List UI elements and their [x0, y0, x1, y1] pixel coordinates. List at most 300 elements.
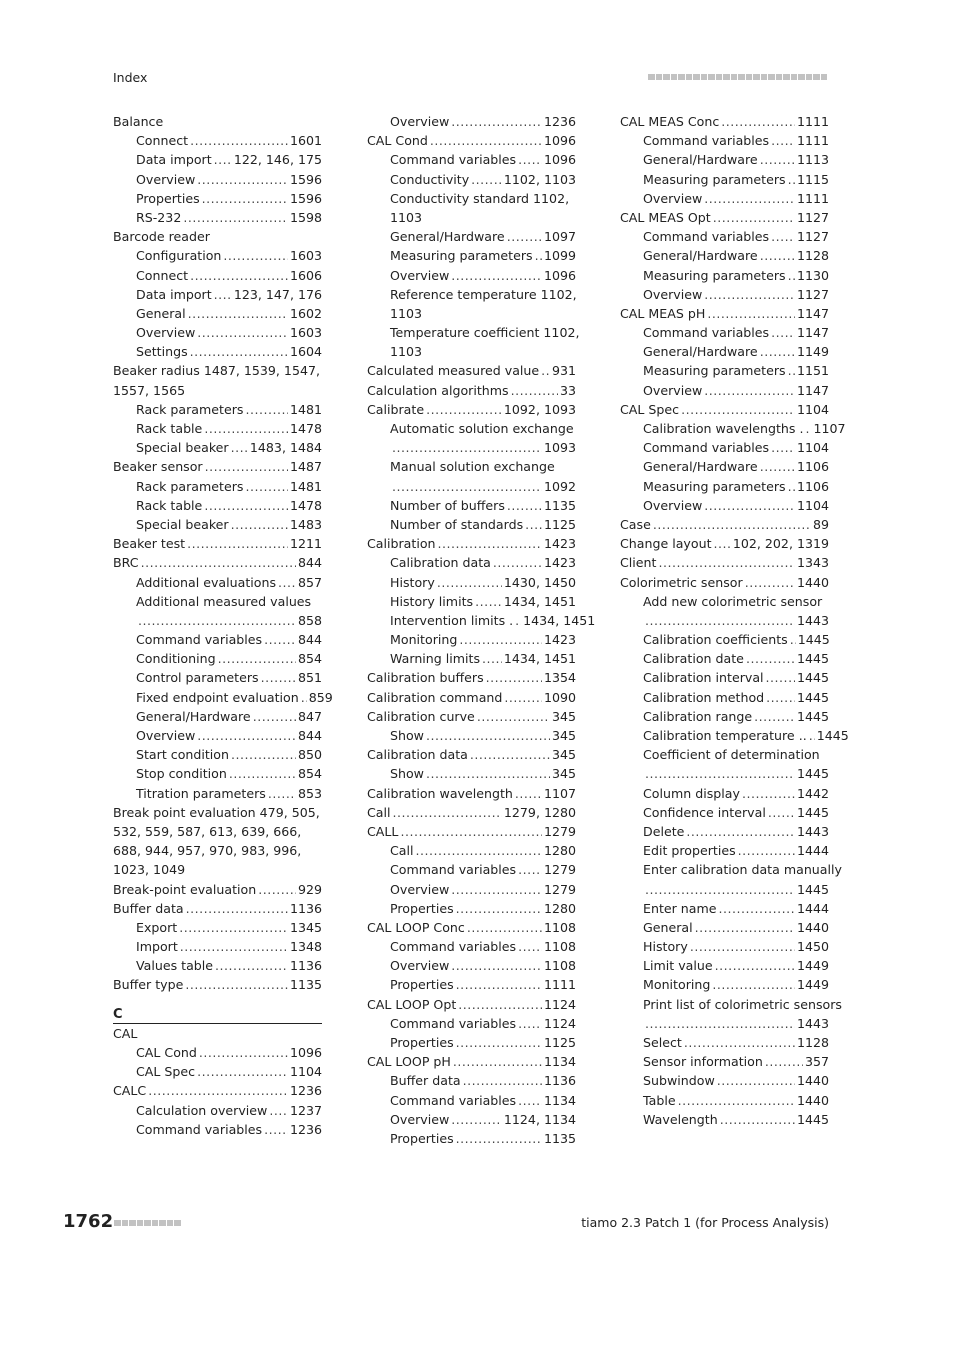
index-subentry — [113, 745, 322, 764]
dot-square — [768, 74, 775, 81]
dot-leader — [451, 266, 542, 285]
entry-page-ref: 1104 — [796, 440, 829, 456]
entry-term: Command variables — [390, 152, 517, 168]
dot-leader — [760, 457, 795, 476]
index-subentry — [620, 611, 829, 630]
entry-page-ref: 1280 — [543, 843, 576, 859]
dot-leader — [264, 630, 296, 649]
dot-leader — [426, 764, 550, 783]
entry-term: Calibration interval — [643, 670, 764, 686]
entry-term: 1103 — [390, 344, 423, 360]
entry-page-ref: 1445 — [797, 632, 830, 648]
index-subentry — [620, 1071, 829, 1090]
entry-term: Calibrate — [367, 401, 425, 417]
entry-page-ref: 1440 — [796, 574, 829, 590]
entry-term: Calculated measured value — [367, 363, 540, 379]
index-subentry — [620, 726, 849, 745]
entry-term: Start condition — [136, 747, 229, 763]
entry-page-ref: 89 — [812, 516, 829, 532]
index-subentry — [620, 150, 829, 169]
entry-page-ref: 102, 202, 1319 — [732, 536, 829, 552]
index-subentry — [113, 688, 333, 707]
index-subentry — [367, 975, 576, 994]
index-subentry — [620, 688, 829, 707]
entry-term: 532, 559, 587, 613, 639, 666, — [113, 823, 302, 839]
dot-square — [798, 74, 805, 81]
entry-page-ref: 1125 — [543, 516, 576, 532]
dot-leader — [766, 668, 795, 687]
entry-page-ref: 1430, 1450 — [503, 574, 576, 590]
entry-page-ref: 1134 — [543, 1054, 576, 1070]
entry-page-ref: 1127 — [796, 286, 829, 302]
dot-square — [159, 1220, 166, 1227]
dot-square — [821, 74, 828, 81]
entry-term: Overview — [643, 286, 703, 302]
entry-term: Colorimetric sensor — [620, 574, 743, 590]
index-column-1 — [113, 112, 333, 1139]
dot-leader — [214, 285, 232, 304]
index-subentry — [620, 131, 829, 150]
index-entry — [113, 899, 322, 918]
dot-leader — [459, 630, 542, 649]
dot-square — [783, 74, 790, 81]
dot-leader — [704, 189, 795, 208]
index-subentry — [113, 496, 322, 515]
dot-leader — [678, 1091, 795, 1110]
index-entry — [620, 304, 829, 323]
entry-page-ref: 1443 — [796, 1015, 829, 1031]
index-entry — [113, 822, 322, 841]
entry-page-ref: 1478 — [289, 497, 322, 513]
entry-term: Conductivity standard 1102, — [390, 190, 570, 206]
index-subentry — [620, 381, 829, 400]
entry-term: CAL Spec — [620, 401, 680, 417]
index-subentry — [620, 899, 829, 918]
dot-leader — [253, 707, 296, 726]
index-subentry — [620, 822, 829, 841]
entry-term: 688, 944, 957, 970, 983, 996, — [113, 843, 302, 859]
index-subentry — [620, 1014, 829, 1033]
index-subentry — [113, 266, 322, 285]
index-subentry — [620, 707, 829, 726]
index-subentry — [367, 266, 576, 285]
entry-page-ref: 1136 — [289, 958, 322, 974]
entry-page-ref: 1099 — [543, 248, 576, 264]
dot-leader — [535, 246, 542, 265]
entry-page-ref: 1423 — [543, 536, 576, 552]
entry-term: Command variables — [643, 133, 770, 149]
entry-term: Overview — [390, 1111, 450, 1127]
entry-page-ref: 1102, 1103 — [503, 171, 576, 187]
entry-page-ref: 929 — [297, 881, 322, 897]
entry-term: CAL Cond — [136, 1045, 197, 1060]
dot-leader — [766, 688, 795, 707]
index-subentry — [367, 457, 576, 476]
dot-leader — [245, 477, 287, 496]
index-entry — [620, 534, 829, 553]
entry-page-ref: 1090 — [543, 689, 576, 705]
entry-page-ref: 1111 — [796, 190, 829, 206]
index-subentry — [367, 112, 576, 131]
entry-page-ref: 1108 — [543, 958, 576, 974]
index-subentry — [113, 131, 322, 150]
dot-leader — [754, 707, 795, 726]
entry-page-ref: 859 — [308, 689, 333, 705]
index-subentry — [113, 400, 322, 419]
entry-term: General/Hardware — [136, 708, 251, 724]
dot-leader — [179, 918, 288, 937]
entry-page-ref: 1478 — [289, 421, 322, 436]
dot-leader — [482, 649, 502, 668]
entry-term: 1023, 1049 — [113, 862, 186, 878]
entry-term: General/Hardware — [643, 344, 758, 360]
entry-term: CAL MEAS Opt — [620, 209, 711, 225]
entry-page-ref: 1135 — [543, 1130, 576, 1146]
entry-term: Overview — [136, 171, 196, 187]
entry-term: CAL LOOP Conc — [367, 919, 465, 935]
entry-term: CALL — [367, 823, 399, 839]
index-section-letter: C — [113, 1005, 322, 1024]
entry-page-ref: 1092 — [543, 478, 576, 494]
entry-term: Delete — [643, 823, 685, 839]
index-subentry — [367, 419, 576, 438]
entry-term: Calibration range — [643, 708, 753, 724]
entry-term: Calibration data — [367, 747, 468, 763]
index-subentry — [620, 975, 829, 994]
dot-leader — [475, 592, 502, 611]
index-subentry — [113, 630, 322, 649]
dot-square — [686, 74, 693, 81]
dot-leader — [720, 1110, 795, 1129]
dot-square — [716, 74, 723, 81]
dot-leader — [645, 611, 795, 630]
entry-term: Balance — [113, 114, 164, 129]
index-entry — [113, 381, 322, 400]
entry-term: Import — [136, 939, 178, 955]
entry-term: Overview — [136, 325, 196, 341]
entry-term: Command variables — [390, 1015, 517, 1031]
index-subentry — [620, 630, 829, 649]
index-subentry — [620, 995, 842, 1014]
dot-square — [152, 1220, 159, 1227]
entry-page-ref: 1096 — [543, 152, 576, 168]
entry-term: CAL Cond — [367, 133, 428, 149]
dot-square — [693, 74, 700, 81]
dot-leader — [426, 726, 550, 745]
index-entry — [620, 573, 829, 592]
entry-term: Command variables — [390, 1092, 517, 1108]
index-subentry — [620, 477, 829, 496]
page-number: 1762 — [63, 1211, 114, 1232]
index-entry — [113, 880, 322, 899]
entry-term: Temperature coefficient 1102, — [390, 325, 580, 341]
dot-square — [791, 74, 798, 81]
index-subentry — [367, 515, 576, 534]
dot-leader — [180, 937, 288, 956]
dot-leader — [518, 150, 542, 169]
index-subentry — [367, 841, 576, 860]
dot-leader — [746, 649, 795, 668]
entry-page-ref: 1111 — [796, 133, 829, 149]
dot-square — [663, 74, 670, 81]
index-subentry — [367, 208, 576, 227]
index-entry — [620, 553, 829, 572]
dot-leader — [185, 975, 288, 994]
index-subentry — [367, 227, 576, 246]
entry-term: CALC — [113, 1083, 147, 1099]
entry-term: Monitoring — [643, 977, 711, 993]
index-subentry — [367, 1110, 576, 1129]
index-entry — [367, 668, 576, 687]
dot-leader — [504, 688, 542, 707]
index-subentry — [367, 1014, 576, 1033]
entry-page-ref: 1443 — [796, 823, 829, 839]
dot-square — [723, 74, 730, 81]
index-subentry — [367, 937, 576, 956]
index-subentry — [620, 1091, 829, 1110]
entry-page-ref: 1130 — [796, 267, 829, 283]
index-subentry — [620, 189, 829, 208]
index-subentry — [367, 1071, 576, 1090]
index-entry — [367, 784, 576, 803]
entry-page-ref: 1111 — [796, 114, 829, 129]
dot-leader — [190, 342, 288, 361]
index-subentry — [620, 764, 829, 783]
entry-term: Settings — [136, 344, 188, 360]
entry-page-ref: 1487 — [289, 459, 322, 475]
dot-leader — [719, 899, 795, 918]
entry-term: History limits — [390, 593, 474, 609]
dot-leader — [258, 880, 296, 899]
entry-page-ref: 1279, 1280 — [503, 804, 576, 820]
entry-term: History — [390, 574, 435, 590]
entry-page-ref: 1443 — [796, 612, 829, 628]
entry-term: Overview — [390, 958, 450, 974]
index-subentry — [620, 860, 842, 879]
entry-page-ref: 1124 — [543, 996, 576, 1012]
dot-square — [776, 74, 783, 81]
index-entry — [367, 745, 576, 764]
dot-leader — [278, 573, 296, 592]
dot-square — [122, 1220, 129, 1227]
dot-leader — [458, 995, 542, 1014]
index-subentry — [620, 457, 829, 476]
entry-page-ref: 1108 — [543, 939, 576, 955]
dot-leader — [202, 189, 288, 208]
index-subentry — [620, 342, 829, 361]
entry-term: Warning limits — [390, 651, 481, 667]
entry-term: Data import — [136, 286, 212, 302]
dot-square — [753, 74, 760, 81]
entry-term: Coefficient of determination — [643, 747, 820, 763]
index-subentry — [367, 1033, 576, 1052]
entry-page-ref: 1603 — [289, 325, 322, 341]
index-subentry — [113, 323, 322, 342]
dot-leader — [704, 381, 795, 400]
entry-term: Command variables — [390, 862, 517, 878]
entry-page-ref: 345 — [551, 747, 576, 763]
header-dot-bar — [648, 70, 829, 84]
index-subentry — [620, 227, 829, 246]
dot-leader — [205, 457, 288, 476]
index-entry — [113, 112, 322, 131]
entry-page-ref: 1449 — [796, 958, 829, 974]
index-subentry — [620, 937, 829, 956]
entry-page-ref: 854 — [297, 651, 322, 667]
entry-page-ref: 1124, 1134 — [503, 1111, 576, 1127]
entry-page-ref: 1147 — [796, 305, 829, 321]
dot-leader — [541, 361, 550, 380]
index-column-2 — [367, 112, 596, 1148]
dot-leader — [470, 745, 550, 764]
entry-page-ref: 1444 — [796, 843, 829, 859]
dot-leader — [471, 170, 502, 189]
dot-leader — [451, 1110, 502, 1129]
entry-term: Measuring parameters — [643, 363, 786, 379]
dot-leader — [653, 515, 811, 534]
index-subentry — [367, 956, 576, 975]
dot-leader — [141, 553, 296, 572]
entry-page-ref: 1604 — [289, 344, 322, 360]
index-subentry — [113, 668, 322, 687]
product-name: tiamo 2.3 Patch 1 (for Process Analysis) — [581, 1215, 829, 1230]
entry-term: Overview — [643, 382, 703, 398]
index-entry — [620, 515, 829, 534]
dot-leader — [507, 496, 542, 515]
dot-leader — [771, 438, 795, 457]
dot-square — [806, 74, 813, 81]
index-column-3 — [620, 112, 849, 1129]
index-subentry — [367, 860, 576, 879]
entry-term: Break-point evaluation — [113, 881, 257, 897]
dot-leader — [658, 553, 794, 572]
entry-term: Special beaker — [136, 516, 229, 532]
dot-square — [648, 74, 655, 81]
entry-page-ref: 1445 — [816, 728, 849, 743]
index-subentry — [367, 477, 576, 496]
entry-page-ref: 1115 — [796, 171, 829, 187]
entry-term: Export — [136, 919, 178, 935]
index-entry — [367, 534, 576, 553]
entry-page-ref: 1106 — [796, 478, 829, 494]
entry-term: Rack parameters — [136, 401, 244, 417]
dot-leader — [393, 803, 502, 822]
entry-term: Properties — [390, 977, 454, 993]
index-subentry — [620, 285, 829, 304]
dot-square — [731, 74, 738, 81]
entry-term: Automatic solution exchange — [390, 421, 574, 436]
index-subentry — [620, 668, 829, 687]
entry-term: Add new colorimetric sensor — [643, 593, 823, 609]
dot-leader — [511, 381, 558, 400]
entry-page-ref: 854 — [297, 766, 322, 782]
dot-square — [678, 74, 685, 81]
entry-term: Command variables — [390, 939, 517, 955]
entry-term: Calibration coefficients — [643, 632, 788, 648]
entry-page-ref: 123, 147, 176 — [233, 286, 322, 302]
index-subentry — [113, 707, 322, 726]
dot-leader — [707, 304, 795, 323]
dot-leader — [400, 822, 541, 841]
entry-page-ref: 1147 — [796, 325, 829, 341]
dot-leader — [712, 975, 795, 994]
dot-leader — [392, 438, 542, 457]
dot-leader — [190, 266, 288, 285]
index-subentry — [113, 246, 322, 265]
entry-page-ref: 1149 — [796, 344, 829, 360]
entry-page-ref: 1596 — [289, 190, 322, 206]
index-subentry — [113, 784, 322, 803]
entry-term: Number of buffers — [390, 497, 505, 513]
index-subentry — [620, 1052, 829, 1071]
entry-term: Calibration data — [390, 555, 491, 571]
index-entry — [367, 400, 576, 419]
entry-term: Rack table — [136, 497, 203, 513]
entry-page-ref: 1442 — [796, 785, 829, 801]
entry-page-ref: 1104 — [289, 1064, 322, 1080]
entry-term: Conditioning — [136, 651, 216, 667]
entry-page-ref: 1445 — [796, 881, 829, 897]
dot-leader — [451, 112, 542, 131]
dot-leader — [183, 208, 288, 227]
entry-term: Data import — [136, 152, 212, 168]
index-subentry — [367, 764, 576, 783]
entry-page-ref: 1348 — [289, 939, 322, 955]
entry-term: RS-232 — [136, 209, 182, 225]
entry-term: Confidence interval — [643, 804, 766, 820]
entry-term: Measuring parameters — [643, 267, 786, 283]
index-subentry — [367, 899, 576, 918]
entry-page-ref: 1440 — [796, 1092, 829, 1108]
dot-leader — [430, 131, 542, 150]
dot-leader — [229, 764, 296, 783]
entry-page-ref: 1135 — [289, 977, 322, 993]
entry-term: Fixed endpoint evaluation — [136, 689, 299, 705]
entry-term: Enter name — [643, 900, 717, 916]
dot-leader — [684, 1033, 795, 1052]
entry-term: Enter calibration data manually — [643, 862, 842, 878]
dot-square — [174, 1220, 181, 1227]
dot-leader — [197, 1062, 288, 1081]
entry-term: Configuration — [136, 248, 222, 264]
entry-page-ref: 122, 146, 175 — [233, 152, 322, 168]
index-subentry — [367, 592, 576, 611]
index-subentry — [620, 361, 829, 380]
index-subentry — [367, 880, 576, 899]
entry-page-ref: 1097 — [543, 229, 576, 245]
entry-page-ref: 1434, 1451 — [503, 593, 576, 609]
entry-page-ref: 1434, 1451 — [523, 612, 596, 628]
entry-page-ref: 1445 — [796, 766, 829, 782]
dot-leader — [695, 918, 795, 937]
dot-leader — [453, 1052, 542, 1071]
dot-leader — [186, 899, 288, 918]
dot-leader — [456, 1129, 542, 1148]
entry-page-ref: 1128 — [796, 248, 829, 264]
entry-term: Client — [620, 555, 657, 571]
entry-page-ref: 1136 — [543, 1073, 576, 1089]
dot-leader — [518, 1014, 542, 1033]
dot-leader — [788, 170, 795, 189]
index-entry — [113, 534, 322, 553]
index-subentry — [620, 841, 829, 860]
dot-leader — [264, 1120, 288, 1139]
entry-page-ref: 1147 — [796, 382, 829, 398]
entry-term: Break point evaluation 479, 505, — [113, 804, 320, 820]
dot-leader — [467, 918, 542, 937]
index-entry — [367, 1052, 576, 1071]
dot-leader — [805, 419, 811, 438]
